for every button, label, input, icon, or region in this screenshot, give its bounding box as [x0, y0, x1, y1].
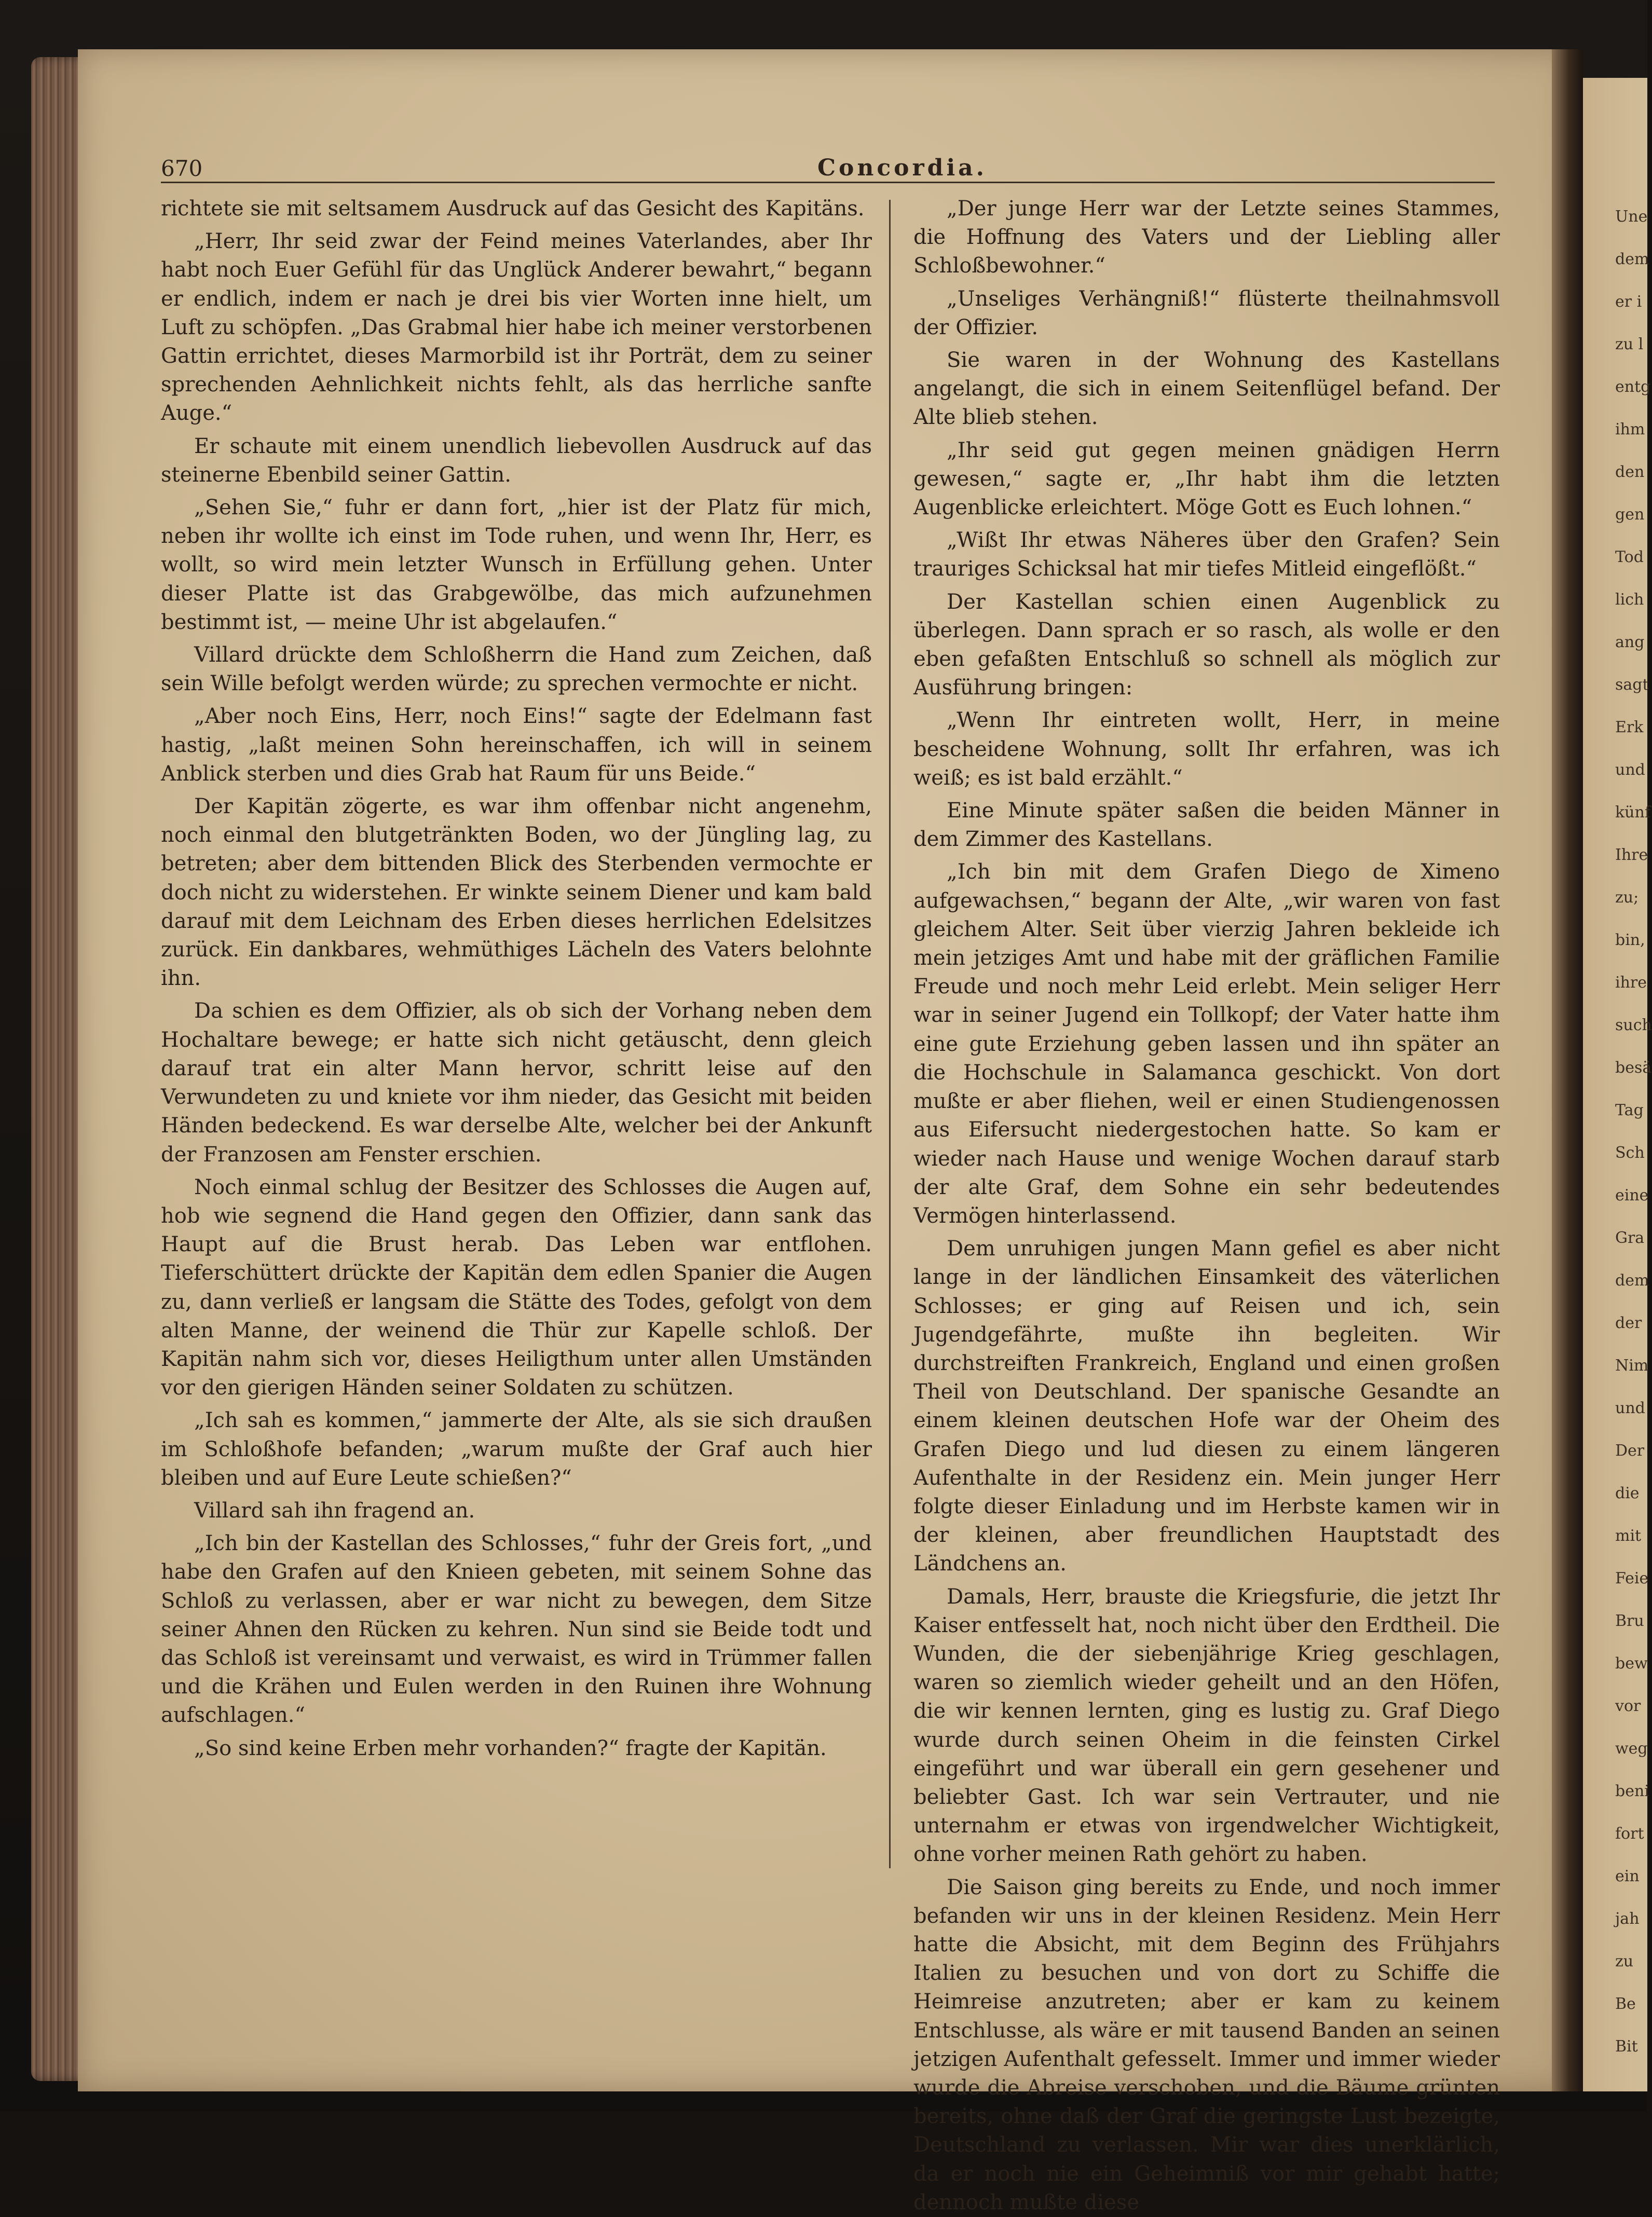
facing-page-fragment: ihm: [1615, 420, 1645, 439]
column-divider: [889, 200, 891, 1868]
facing-page-fragment: Feie: [1615, 1569, 1649, 1588]
right-text-column: [913, 195, 1500, 2214]
facing-page-fragment: besä: [1615, 1059, 1652, 1077]
paragraph: Dem unruhigen jungen Mann gefiel es aber nicht lange in der ländlichen Einsamkeit des väterlichen Schlosses; er ging auf Reisen und ich, sein Jugendgefährte, mußte ihn begleiten. Wir durchstreiften Frankreich, England und einen großen Theil von Deutschland. Der spanische Gesandte an einem kleinen deutschen Hofe war der Oheim des Grafen Diego und lud diesen zu einem längeren Aufenthalte in der Residenz ein. Mein junger Herr folgte dieser Einladung und im Herbste kamen wir in der kleinen, aber freundlichen Hauptstadt des Ländchens an.: [913, 1237, 1500, 1576]
facing-page-fragment: dem: [1615, 1271, 1649, 1290]
paragraph: Sie waren in der Wohnung des Kastellans angelangt, die sich in einem Seitenflügel befand. Der Alte blieb stehen.: [913, 348, 1500, 430]
facing-page-fragment: jah: [1615, 1910, 1640, 1928]
paragraph: „So sind keine Erben mehr vorhanden?“ fragte der Kapitän.: [194, 1736, 827, 1760]
facing-page-fragment: Bru: [1615, 1612, 1644, 1630]
facing-page-fragment: such: [1615, 1016, 1652, 1034]
page-number: 670: [161, 156, 203, 181]
paragraph: richtete sie mit seltsamem Ausdruck auf das Gesicht des Kapitäns.: [161, 197, 865, 221]
facing-page-fragment: vor: [1615, 1697, 1641, 1715]
page-header: [161, 145, 1495, 183]
facing-page-fragment: die: [1615, 1484, 1640, 1502]
facing-page-fragment: zu;: [1615, 888, 1639, 907]
facing-page-fragment: Une: [1615, 208, 1648, 226]
facing-page-fragment: der: [1615, 1314, 1642, 1332]
facing-page-fragment: sagt: [1615, 676, 1649, 694]
facing-page-fragment: zu: [1615, 1952, 1634, 1970]
paragraph: „Ich bin der Kastellan des Schlosses,“ fuhr der Greis fort, „und habe den Grafen auf den Knieen gebeten, mit seinem Sohne das Schloß zu verlassen, aber er war nicht zu bewegen, dem Sitze seiner Ahnen den Rücken zu kehren. Nun sind sie Beide todt und das Schloß ist vereinsamt und verwaist, es wird in Trümmer fallen und die Krähen und Eulen werden in den Ruinen ihre Wohnung aufschlagen.“: [161, 1531, 872, 1728]
facing-page-fragment: Erk: [1615, 718, 1644, 736]
paragraph: „Aber noch Eins, Herr, noch Eins!“ sagte der Edelmann fast hastig, „laßt meinen Sohn hereinschaffen, ich will in seinem Anblick sterben und dies Grab hat Raum für uns Beide.“: [161, 704, 872, 786]
facing-page-fragment: ihre: [1615, 974, 1647, 992]
facing-page-fragment: Tag: [1615, 1101, 1644, 1119]
paragraph: Er schaute mit einem unendlich liebevollen Ausdruck auf das steinerne Ebenbild seiner Gattin.: [161, 434, 872, 487]
facing-page-fragment: fort: [1615, 1825, 1644, 1843]
facing-page-fragment: bew: [1615, 1654, 1648, 1673]
paragraph: „Ihr seid gut gegen meinen gnädigen Herrn gewesen,“ sagte er, „Ihr habt ihm die letzten Augenblicke erleichtert. Möge Gott es Euch lohnen.“: [913, 438, 1500, 520]
paragraph: Eine Minute später saßen die beiden Männer in dem Zimmer des Kastellans.: [913, 799, 1500, 852]
facing-page-fragment: Sch: [1615, 1144, 1645, 1162]
paragraph: Da schien es dem Offizier, als ob sich der Vorhang neben dem Hochaltare bewege; er hatte sich nicht getäuscht, denn gleich darauf trat ein alter Mann hervor, schritt leise auf den Verwundeten zu und kniete vor ihm nieder, das Gesicht mit beiden Händen bedeckend. Es war derselbe Alte, welcher bei der Ankunft der Franzosen am Fenster erschien.: [161, 999, 872, 1167]
facing-page-fragment: weg: [1615, 1740, 1648, 1758]
paragraph: Damals, Herr, brauste die Kriegsfurie, die jetzt Ihr Kaiser entfesselt hat, noch nicht über den Erdtheil. Die Wunden, die der siebenjährige Krieg geschlagen, waren so ziemlich wieder geheilt und an den Höfen, die wir kennen lernten, ging es lustig zu. Graf Diego wurde durch seinen Oheim in die feinsten Cirkel eingeführt und war überall ein gern gesehener und beliebter Gast. Ich war sein Vertrauter, und nie unternahm er etwas von irgendwelcher Wichtigkeit, ohne vorher meinen Rath gehört zu haben.: [913, 1584, 1500, 1867]
facing-page-fragment: Bit: [1615, 2037, 1638, 2056]
facing-page-fragment: und: [1615, 761, 1645, 779]
facing-page-fragment: gen: [1615, 505, 1645, 524]
paragraph: „Der junge Herr war der Letzte seines Stammes, die Hoffnung des Vaters und der Liebling aller Schloßbewohner.“: [913, 197, 1500, 278]
book-gutter: [1552, 49, 1583, 2091]
paragraph: „Unseliges Verhängniß!“ flüsterte theilnahmsvoll der Offizier.: [913, 286, 1500, 339]
facing-page-fragment: beni: [1615, 1782, 1649, 1800]
facing-page-edge: [1583, 78, 1652, 2091]
facing-page-fragment: bin,: [1615, 931, 1645, 949]
facing-page-fragment: Ihre: [1615, 846, 1648, 864]
facing-page-fragment: und: [1615, 1399, 1645, 1417]
left-text-column: [161, 195, 872, 1886]
paragraph: „Sehen Sie,“ fuhr er dann fort, „hier ist der Platz für mich, neben ihr wollte ich einst im Tode ruhen, und wenn Ihr, Herr, es wollt, so wird mein letzter Wunsch in Erfüllung gehen. Unter dieser Platte ist das Grabgewölbe, das mich aufzunehmen bestimmt ist, — meine Uhr ist abgelaufen.“: [161, 496, 872, 634]
paragraph: „Wißt Ihr etwas Näheres über den Grafen? Sein trauriges Schicksal hat mir tiefes Mitleid eingeflößt.“: [913, 528, 1500, 581]
facing-page-fragment: Gra: [1615, 1229, 1645, 1247]
facing-page-fragment: dem: [1615, 250, 1649, 268]
facing-page-fragment: Tod: [1615, 548, 1644, 566]
facing-page-fragment: er i: [1615, 293, 1642, 311]
paragraph: Villard sah ihn fragend an.: [194, 1498, 475, 1523]
facing-page-fragment: zu l: [1615, 335, 1644, 353]
paragraph: „Wenn Ihr eintreten wollt, Herr, in meine bescheidene Wohnung, sollt Ihr erfahren, was ich weiß; es ist bald erzählt.“: [913, 708, 1500, 790]
facing-page-fragment: Be: [1615, 1995, 1636, 2013]
facing-page-fragment: ein: [1615, 1867, 1640, 1885]
paragraph: „Ich bin mit dem Grafen Diego de Ximeno aufgewachsen,“ begann der Alte, „wir waren von fast gleichem Alter. Seit über vierzig Jahren bekleide ich mein jetziges Amt und habe mit der gräflichen Familie Freude und noch mehr Leid erlebt. Mein seliger Herr war in seiner Jugend ein Tollkopf; der Vater hatte ihm eine gute Erziehung geben lassen und ihn später an die Hochschule in Salamanca geschickt. Von dort mußte er aber fliehen, weil er einen Studiengenossen aus Eifersucht niedergestochen hatte. So kam er wieder nach Hause und wenige Wochen darauf starb der alte Graf, dem Sohne ein sehr bedeutendes Vermögen hinterlassend.: [913, 860, 1500, 1228]
facing-page-fragment: den: [1615, 463, 1645, 481]
facing-page-fragment: ang: [1615, 633, 1645, 651]
facing-page-fragment: mit: [1615, 1527, 1642, 1545]
paragraph: „Herr, Ihr seid zwar der Feind meines Vaterlandes, aber Ihr habt noch Euer Gefühl für das Unglück Anderer bewahrt,“ begann er endlich, indem er nach je drei bis vier Worten inne hielt, um Luft zu schöpfen. „Das Grabmal hier habe ich meiner verstorbenen Gattin errichtet, dieses Marmorbild ist ihr Porträt, dem zu seiner sprechenden Aehnlichkeit nichts fehlt, als das herrliche sanfte Auge.“: [161, 229, 872, 426]
paragraph: Der Kastellan schien einen Augenblick zu überlegen. Dann sprach er so rasch, als wolle er den eben gefaßten Entschluß so schnell als möglich zur Ausführung bringen:: [913, 590, 1500, 700]
facing-page-fragment: Der: [1615, 1442, 1645, 1460]
facing-page-fragment: lich: [1615, 591, 1644, 609]
paragraph: Villard drückte dem Schloßherrn die Hand zum Zeichen, daß sein Wille befolgt werden würde; zu sprechen vermochte er nicht.: [161, 643, 872, 696]
paragraph: „Ich sah es kommen,“ jammerte der Alte, als sie sich draußen im Schloßhofe befanden; „warum mußte der Graf auch hier bleiben und auf Eure Leute schießen?“: [161, 1408, 872, 1490]
paragraph: Der Kapitän zögerte, es war ihm offenbar nicht angenehm, noch einmal den blutgetränkten Boden, wo der Jüngling lag, zu betreten; aber dem bittenden Blick des Sterbenden vermochte er doch nicht zu widerstehen. Er winkte seinem Diener und kam bald darauf mit dem Leichnam des Erben dieses herrlichen Edelsitzes zurück. Ein dankbares, wehmüthiges Lächeln des Vaters belohnte ihn.: [161, 795, 872, 991]
facing-page-fragment: Nim: [1615, 1357, 1649, 1375]
facing-page-fragment: künf: [1615, 803, 1650, 822]
journal-title: Concordia.: [817, 155, 987, 181]
facing-page-fragment: eine: [1615, 1186, 1649, 1205]
paragraph: Die Saison ging bereits zu Ende, und noch immer befanden wir uns in der kleinen Residenz. Mein Herr hatte die Absicht, mit dem Beginn des Frühjahrs Italien zu besuchen und von dort zu Schiffe die Heimreise anzutreten; aber er kam zu keinem Entschlusse, als wäre er mit tausend Banden an seinen jetzigen Aufenthalt gefesselt. Immer und immer wieder wurde die Abreise verschoben, und die Bäume grünten bereits, ohne daß der Graf die geringste Lust bezeigte, Deutschland zu verlassen. Mir war dies unerklärlich, da er noch nie ein Geheimniß vor mir gehabt hatte; dennoch mußte diese: [913, 1875, 1500, 2214]
paragraph: Noch einmal schlug der Besitzer des Schlosses die Augen auf, hob wie segnend die Hand gegen den Offizier, dann sank das Haupt auf die Brust herab. Das Leben war entflohen. Tieferschüttert drückte der Kapitän dem edlen Spanier die Augen zu, dann verließ er langsam die Stätte des Todes, gefolgt von dem alten Manne, der weinend die Thür zur Kapelle schloß. Der Kapitän nahm sich vor, dieses Heiligthum unter allen Umständen vor den gierigen Händen seiner Soldaten zu schützen.: [161, 1175, 872, 1400]
facing-page-fragment: entg: [1615, 378, 1651, 396]
